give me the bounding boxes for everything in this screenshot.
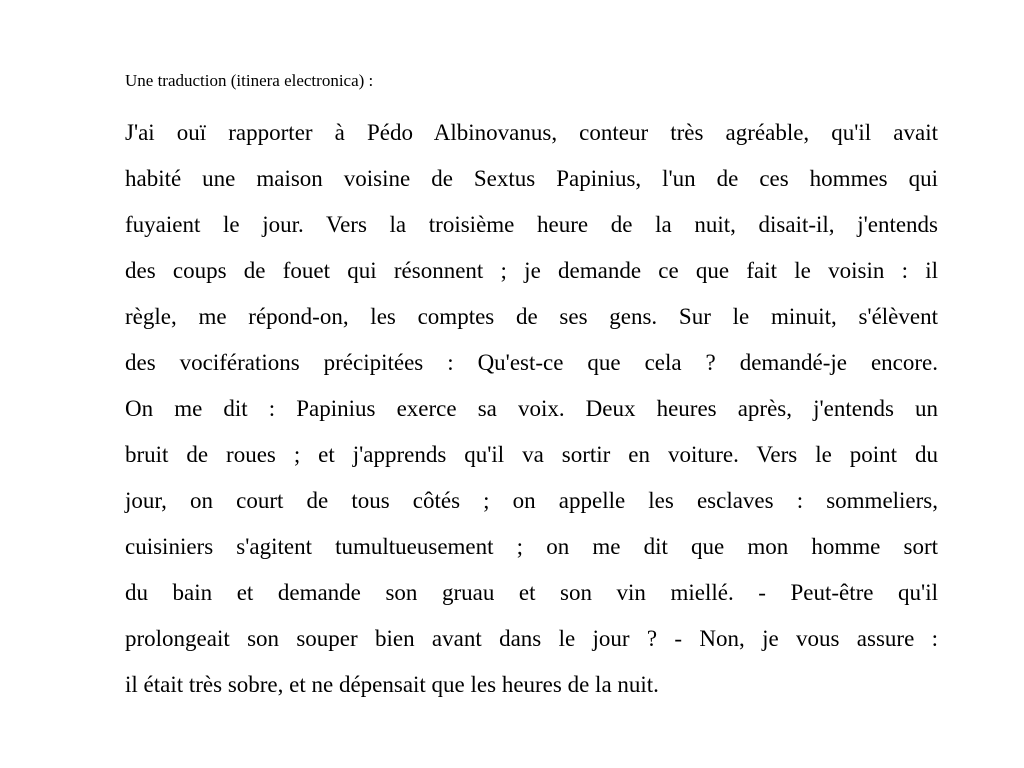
- paragraph-line: cuisiniers s'agitent tumultueusement ; on me dit que mon homme sort: [125, 534, 938, 559]
- paragraph-line: J'ai ouï rapporter à Pédo Albinovanus, conteur très agréable, qu'il avait: [125, 120, 938, 145]
- paragraph-line: il était très sobre, et ne dépensait que les heures de la nuit.: [125, 672, 659, 697]
- translation-paragraph: [125, 110, 938, 708]
- paragraph-line: des coups de fouet qui résonnent ; je demande ce que fait le voisin : il: [125, 258, 938, 283]
- paragraph-line: prolongeait son souper bien avant dans le jour ? - Non, je vous assure :: [125, 626, 938, 651]
- translation-heading: Une traduction (itinera electronica) :: [125, 71, 374, 90]
- paragraph-line: fuyaient le jour. Vers la troisième heure de la nuit, disait-il, j'entends: [125, 212, 938, 237]
- paragraph-line: On me dit : Papinius exerce sa voix. Deux heures après, j'entends un: [125, 396, 938, 421]
- paragraph-line: règle, me répond-on, les comptes de ses gens. Sur le minuit, s'élèvent: [125, 304, 938, 329]
- paragraph-line: bruit de roues ; et j'apprends qu'il va sortir en voiture. Vers le point du: [125, 442, 938, 467]
- paragraph-line: du bain et demande son gruau et son vin miellé. - Peut-être qu'il: [125, 580, 938, 605]
- paragraph-line: des vociférations précipitées : Qu'est-ce que cela ? demandé-je encore.: [125, 350, 938, 375]
- paragraph-line: habité une maison voisine de Sextus Papinius, l'un de ces hommes qui: [125, 166, 938, 191]
- paragraph-line: jour, on court de tous côtés ; on appelle les esclaves : sommeliers,: [125, 488, 938, 513]
